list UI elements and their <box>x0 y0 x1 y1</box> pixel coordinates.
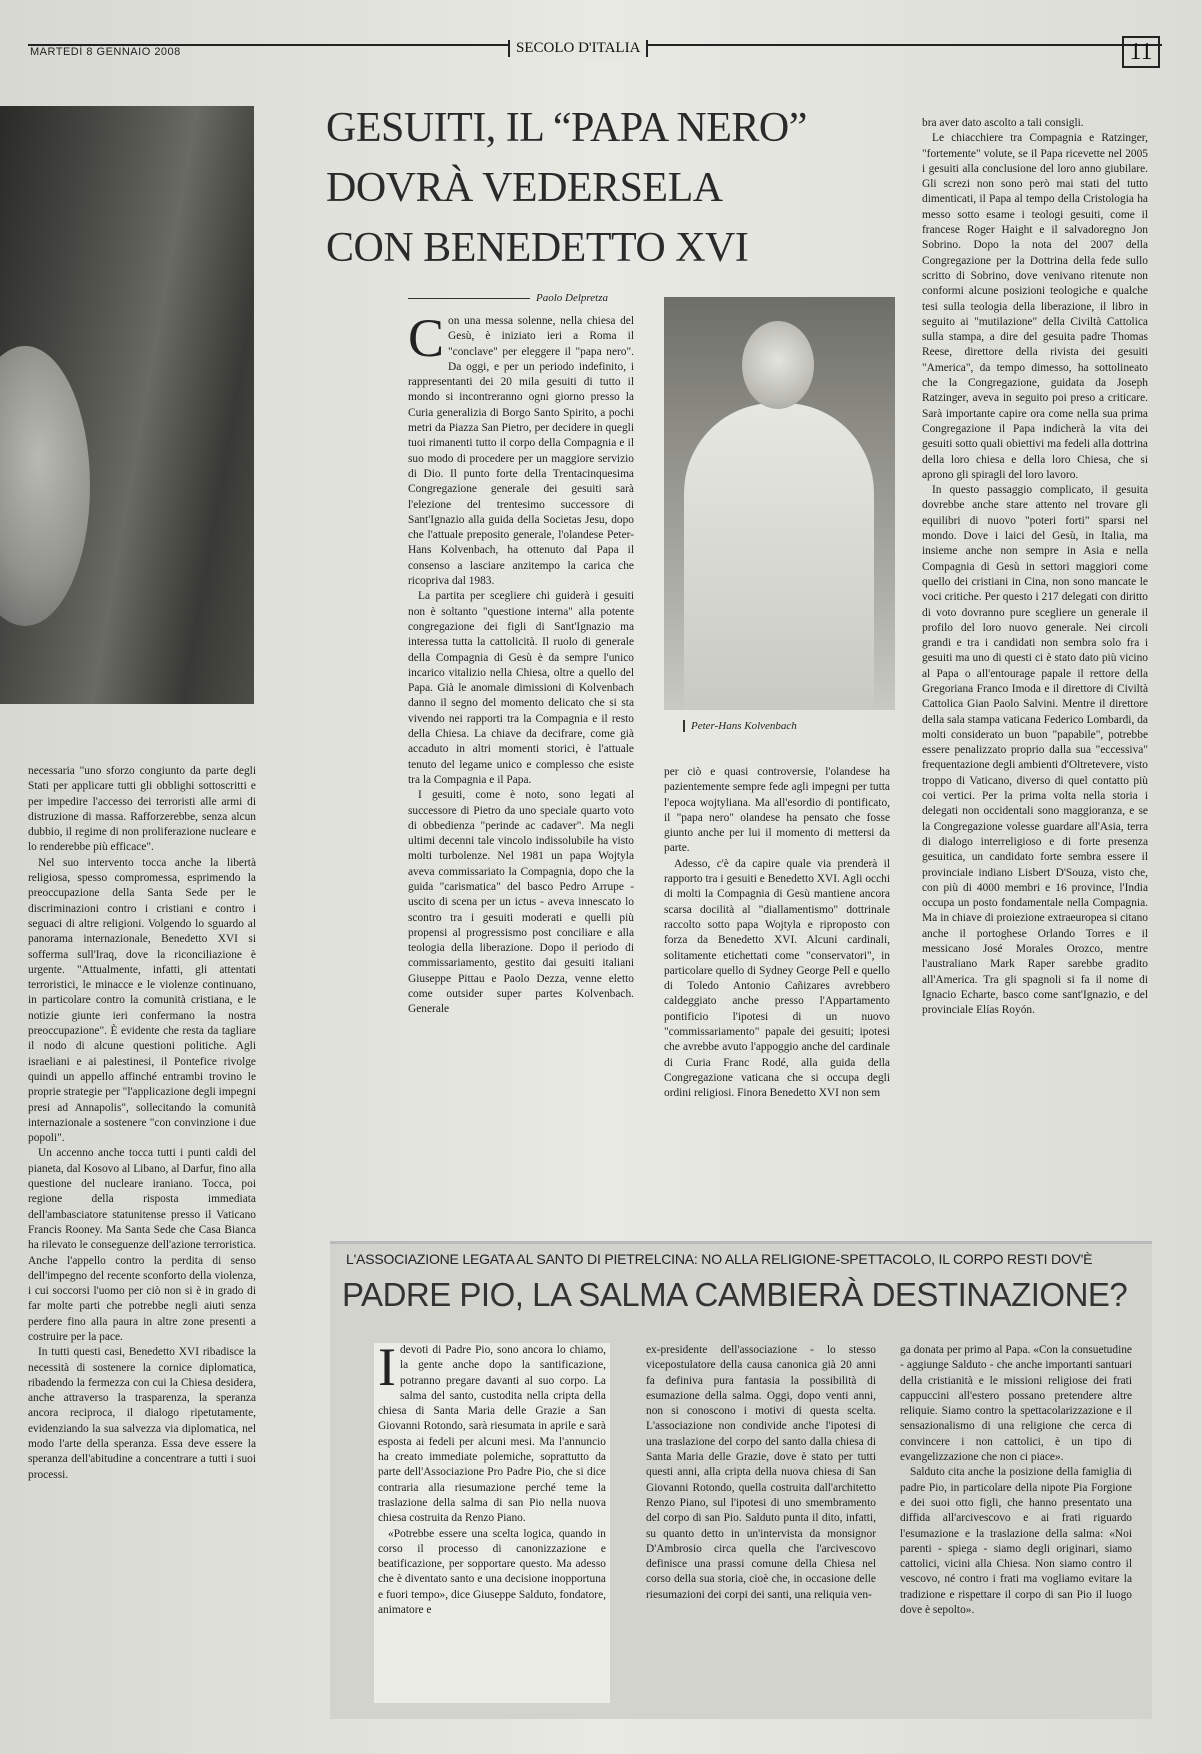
article-column-3 <box>922 116 1148 1172</box>
box-title: PADRE PIO, LA SALMA CAMBIERÀ DESTINAZIONE? <box>342 1276 1128 1313</box>
byline <box>408 292 608 304</box>
article-paragraph: bra aver dato ascolto a tali consigli. <box>922 117 1084 129</box>
left-paragraph: necessaria "uno sforzo congiunto da parte degli Stati per applicare tutti gli obblighi sottoscritti e per impedire l'accesso dei terroristi alle armi di distruzione di massa. Rafforzerebbe, senza alcun dubbio, il regime di non proliferazione nucleare e lo renderebbe più efficace". <box>28 765 256 854</box>
left-paragraph: Nel suo intervento tocca anche la libertà religiosa, spesso compromessa, esprimendo la preoccupazione della Santa Sede per le discriminazioni contro i cristiani e contro i seguaci di altre religioni. Volgendo lo sguardo al panorama internazionale, Benedetto XVI si sofferma sull'Iraq, dove la riconciliazione è urgente. "Attualmente, infatti, gli attentati terroristici, le minacce e le violenze continuano, in particolare contro la comunità cristiana, e le notizie giunte ieri confermano la nostra preoccupazione". È evidente che resta da tagliare il nodo di alcune questioni politiche. Agli israeliani e ai palestinesi, il Pontefice rivolge quindi un appello affinché entrambi trovino le proprie strategie per "l'applicazione degli impegni presi ad Annapolis", sollecitando la comunità internazionale a sostenere "con convinzione i due popoli". <box>28 856 256 1145</box>
box-column-1 <box>374 1343 610 1703</box>
headline-line-1: GESUITI, IL “PAPA NERO” <box>326 105 807 151</box>
headline-line-2: DOVRÀ VEDERSELA <box>326 165 723 211</box>
box-paragraph: devoti di Padre Pio, sono ancora lo chiamo, la gente anche dopo la santificazione, potranno pregare davanti al suo corpo. La salma del santo, custodita nella cripta della chiesa di Santa Maria delle Grazie a San Giovanni Rotondo, sarà riesumata in aprile e sarà esposta ai fedeli per alcuni mesi. Ma l'annuncio ha creato immediate polemiche, soprattutto da parte dell'Associazione Pro Padre Pio, che si dice contraria alla riesumazione perché teme la traslazione della salma di san Pio nella nuova chiesa costruita da Renzo Piano. <box>378 1344 606 1525</box>
article-paragraph: Adesso, c'è da capire quale via prenderà il rapporto tra i gesuiti e Benedetto XVI. Agli occhi di molti la Compagnia di Gesù mantiene ancora scarsa docilità al "diallamentismo" dottrinale raccolto sotto papa Wojtyla e riproposto con forza da Benedetto XVI. Alcuni cardinali, solitamente etichettati come "conservatori", in particolare quello di Sydney George Pell e quello di Toledo Antonio Cañizares avrebbero caldeggiato anche presso l'Appartamento pontificio l'ipotesi di un nuovo "commissariamento" papale dei gesuiti; ipotesi che avrebbe avuto l'appoggio anche del cardinale di Curia Franc Rodé, alla guida della Congregazione vaticana che si occupa degli ordini religiosi. Finora Benedetto XVI non sem <box>664 857 890 1100</box>
article-column-1 <box>408 314 634 1368</box>
photo-caption: Peter-Hans Kolvenbach <box>683 720 797 732</box>
main-headline <box>326 98 886 278</box>
headline-line-3: CON BENEDETTO XVI <box>326 225 749 271</box>
article-paragraph: La partita per scegliere chi guiderà i gesuiti non è soltanto "questione interna" alla potente congregazione dei figli di Sant'Ignazio ma interessa tutta la cattolicità. Il ruolo di generale della Compagnia di Gesù è da sempre l'unico incarico vitalizio nella Chiesa, oltre a quello del Papa. Già le anomale dimissioni di Kolvenbach danno il segno del momento delicato che si sta vivendo nei rapporti tra la Compagnia e il resto della Chiesa. La chiave da decifrare, come già accaduto in altri momenti storici, è l'attuale tenuto del legame unico e complesso che esiste tra la Compagnia e il Papa. <box>408 590 634 786</box>
priest-head <box>742 321 814 409</box>
box-column-2 <box>646 1343 876 1705</box>
box-drop-cap: I <box>378 1343 396 1397</box>
header-publication: SECOLO D'ITALIA <box>508 40 648 57</box>
article-paragraph: on una messa solenne, nella chiesa del Gesù, è iniziato ieri a Roma il "conclave" per eleggere il "papa nero". Da oggi, e per un periodo indefinito, i rappresentanti dei 20 mila gesuiti di tutto il mondo si incontreranno ogni giorno presso la Curia generalizia di Borgo Santo Spirito, a pochi metri da Piazza San Pietro, per decidere in quegli tuoi rimanenti tutto il corpo della Compagnia e il suo modo di procedere per un maggiore servizio di Dio. Il punto forte della Trentacinquesima Congregazione generale dei gesuiti sarà l'elezione del trentesimo successore di Sant'Ignazio alla guida della Societas Jesu, dopo che l'attuale preposito generale, l'olandese Peter-Hans Kolvenbach, ha ottenuto dal Papa il consenso a lasciare anzitempo la carica che ricopriva dal 1983. <box>408 315 634 588</box>
article-column-2 <box>664 765 890 1168</box>
left-column <box>28 764 256 1732</box>
left-photo-figure <box>0 346 90 626</box>
header-date: MARTEDÌ 8 GENNAIO 2008 <box>30 46 181 58</box>
left-paragraph: In tutti questi casi, Benedetto XVI ribadisce la necessità di sostenere la cornice diplomatica, ribadendo la fermezza con cui la Chiesa desidera, anche attraverso la trasparenza, la speranza ancora reciproca, il dialogo ripetutamente, evidenziando la sua salvezza via diplomatica, nel modo l'arte della speranza. Essa deve essere la speranza dell'abitudine a concentrare a tutti i suoi processi. <box>28 1346 256 1481</box>
priest-photo <box>664 297 895 710</box>
left-photo <box>0 106 254 704</box>
left-paragraph: Un accenno anche tocca tutti i punti caldi del pianeta, dal Kosovo al Libano, al Darfur, fino alla questione del nucleare iraniano. Tocca, poi regione della risposta immediata dell'ambasciatore statunitense presso il Vaticano Francis Rooney. Ma Santa Sede che Casa Bianca ha rilevato le conseguenze dell'azione terroristica. Anche l'appello contro la perdita di senso dell'impegno del recente sconforto della violenza, i cui soccorsi l'uomo per ciò non si è in grado di far molte parti che potrebbe negli aiuti senza perdere fino alla paura in altre zone presenti a costruire per la pace. <box>28 1147 256 1343</box>
article-paragraph: per ciò e quasi controversie, l'olandese ha pazientemente sempre fede agli impegni per tutta l'epoca wojtyliana. Ma all'esordio di pontificato, il "papa nero" olandese ha pensato che fosse giunto anche per lui il momento di mettersi da parte. <box>664 766 890 855</box>
box-paragraph: ex-presidente dell'associazione - lo stesso vicepostulatore della causa canonica già 20 anni fa definiva pura fantasia la possibilità di esumazione della salma. Oggi, dopo venti anni, non si conoscono i motivi di questa scelta. L'associazione non condivide anche l'ipotesi di una traslazione del corpo del santo dalla chiesa di Santa Maria delle Grazie, dove è stato per tutti questi anni, alla cripta della nuova chiesa di San Giovanni Rotondo, quella costruita dall'architetto Renzo Piano, sul l'ipotesi di uno smembramento del corpo di san Pio. Salduto punta il dito, infatti, su quanto detto in un'intervista da monsignor D'Ambrosio circa quella che l'arcivescovo definisce una prassi comune della Chiesa nel corso della sua storia, cioè che, in occasione delle riesumazioni dei corpi dei santi, una reliquia ven- <box>646 1344 876 1601</box>
article-paragraph: I gesuiti, come è noto, sono legati al successore di Pietro da uno speciale quarto voto di obbedienza "perinde ac cadaver". Ma negli ultimi decenni tale vincolo indissolubile ha visto molti turbolenze. Nel 1981 un papa Wojtyla aveva commissariato la Compagnia, dopo che la guida "carismatica" del basco Pedro Arrupe - uscito di scena per un ictus - aveva innescato lo scontro tra i gesuiti moderati e quelli più propensi al progressismo post conciliare e alla teologia della liberazione. Dopo il periodo di commissariamento, gestito dai gesuiti italiani Giuseppe Pittau e Paolo Dezza, venne eletto come outsider super partes Kolvenbach. Generale <box>408 789 634 1016</box>
article-paragraph: Le chiacchiere tra Compagnia e Ratzinger, "fortemente" volute, se il Papa ricevette nel 2005 i gesuiti alla conclusione del loro anno giubilare. Gli screzi non sono però mai stati del tutto dimenticati, il Papa al tempo della Cristologia ha messo sotto esame i teologi gesuiti, come il francese Roger Haight e il salvadoregno Jon Sobrino. Dopo la nota del 2007 della Congregazione per la Dottrina della fede sullo scritto di Sobrino, dove venivano ritenute non conformi alcune posizioni teologiche e qualche tesi sulla teologia della liberazione, il libro in seguito ai "mutilazione" della Civiltà Cattolica sulla stampa, a dire del gesuita padre Thomas Reese, direttore della rivista dei gesuiti "America", da tempo dimesso, ha sottolineato che la Congregazione, guidata da Joseph Ratzinger, aveva in seguito poi preso a criticare. Sarà importante capire ora come nella sua prima Congregazione il Papa indicherà la vita dei gesuiti sotto quali obiettivi ma fedeli alla dottrina della loro chiesa e della loro Chiesa, che si aprono gli spiragli del loro lavoro. <box>922 132 1148 481</box>
box-paragraph: Salduto cita anche la posizione della famiglia di padre Pio, in particolare della nipote Pia Forgione e dei suoi otto figli, che hanno presentato una diffida all'arcivescovo e ai frati riguardo l'esumazione e la traslazione della salma: «Noi parenti - spiega - siamo degli originari, siamo cattolici, vicini alla Chiesa. Non siamo contro il vescovo, né contro i frati ma vogliamo evitare la tradizione e rispettare il corpo di san Pio il luogo dove è sepolto». <box>900 1466 1132 1617</box>
box-paragraph: ga donata per primo al Papa. «Con la consuetudine - aggiunge Salduto - che anche importanti santuari della cristianità e le missioni religiose dei frati cappuccini all'estero possano pretendere altre reliquie. Siamo contro la spettacolarizzazione e il sensazionalismo di una religione che cerca di convincere i non cattolici, è un tipo di evangelizzazione che non ci piace». <box>900 1344 1132 1464</box>
article-paragraph: In questo passaggio complicato, il gesuita dovrebbe anche stare attento nel trovare gli equilibri di nuovo "poteri forti" sparsi nel mondo. Dove i laici del Gesù, in Italia, ma insieme anche non sempre in Asia e nella Compagnia di Gesù in settori maggiori come quello dei cristiani in Cina, non sono mancate le voci critiche. Per questo i 217 delegati con diritto di voto dovranno pure scegliere un generale il profilo del loro nuovo generale. Nei circoli grandi e tra i candidati non sembra solo fra i gesuiti ma uno di questi ci è stato dato più vicino al Papa o all'entourage papale il rettore della Gregoriana Franco Imoda e il direttore di Civiltà Cattolica Gian Paolo Salvini. Mentre il direttore della sala stampa vaticana Federico Lombardi, da molti considerato un buon "papabile", potrebbe essere penalizzato proprio dalla sua "eccessiva" frequentazione degli ambienti d'Oltretevere, visto troppo di Vaticano, diverso di quel contatto più coi vertici. Per la prima volta nella storia i delegati non occidentali sono maggioranza, e se la Congregazione volesse guardare all'Asia, terra di dialogo interreligioso e di forte presenza gesuitica, un candidato forte sembra essere il provinciale indiano Lisbert D'Souza, visto che, con più di 4000 membri e 16 province, l'India occupa un posto fondamentale nella Compagnia. Ma in chiave di proiezione extraeuropea si citano anche il portoghese Orlando Torres e il messicano José Morales Orozco, mentre l'australiano Mark Raper sarebbe gradito all'America. Tra gli spagnoli si fa il nome di Ignacio Echarte, basco come sant'Ignazio, e del provinciale Elías Royón. <box>922 484 1148 1017</box>
priest-robe <box>684 403 874 710</box>
header-page-number: 11 <box>1122 36 1160 68</box>
drop-cap: C <box>408 314 445 368</box>
box-column-3 <box>900 1343 1132 1705</box>
box-kicker: L'ASSOCIAZIONE LEGATA AL SANTO DI PIETRELCINA: NO ALLA RELIGIONE-SPETTACOLO, IL CORPO RESTI DOV'È <box>346 1251 1093 1267</box>
box-paragraph: «Potrebbe essere una scelta logica, quando in corso il processo di canonizzazione e beatificazione, per sopportare questo. Ma adesso che è diventato santo e una decisione inopportuna e fuori tempo», dice Giuseppe Salduto, fondatore, animatore e <box>378 1527 606 1617</box>
byline-author: Paolo Delpretza <box>536 292 608 304</box>
